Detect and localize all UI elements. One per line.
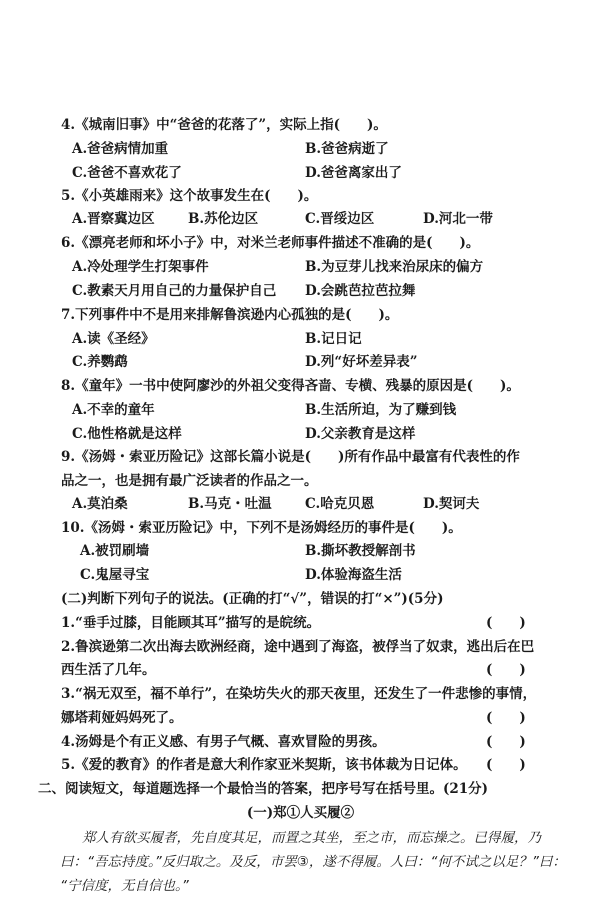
option-c: C.他性格就是这样 <box>72 426 182 442</box>
judge-statement: 3.“祸无双至，福不单行”，在染坊失火的那天夜里，还发生了一件悲惨的事情， <box>61 686 537 702</box>
question-stem: 5.《小英雄雨来》这个故事发生在( )。 <box>61 188 318 204</box>
question-stem: 4.《城南旧事》中“爸爸的花落了”，实际上指( )。 <box>61 117 387 133</box>
judge-statement: 1.“垂手过膝，目能顾其耳”描写的是皖统。 <box>61 615 321 631</box>
answer-parentheses: ( ) <box>486 615 526 631</box>
question-stem-line2: 品之一，也是拥有最广泛读者的作品之一。 <box>61 473 318 489</box>
option-c: C.养鹦鹉 <box>72 354 128 370</box>
judge-statement-cont: 娜塔莉娅妈妈死了。 <box>61 710 183 726</box>
option-a: A.读《圣经》 <box>72 331 155 347</box>
judge-statement: 2.鲁滨逊第二次出海去欧洲经商，途中遇到了海盗，被俘当了奴隶，逃出后在巴 <box>61 639 535 655</box>
option-c: C.鬼屋寻宝 <box>80 567 150 583</box>
option-a: A.爸爸病情加重 <box>72 141 169 157</box>
option-b: B.苏伦边区 <box>188 211 259 227</box>
question-stem: 6.《漂亮老师和坏小子》中，对米兰老师事件描述不准确的是( )。 <box>61 235 480 251</box>
option-b: B.生活所迫，为了赚到钱 <box>305 402 457 418</box>
judge-statement: 5.《爱的教育》的作者是意大利作家亚米契斯，该书体裁为日记体。 <box>61 757 467 773</box>
option-d: D.爸爸离家出了 <box>305 165 402 181</box>
judge-statement: 4.汤姆是个有正义感、有男子气概、喜欢冒险的男孩。 <box>61 734 386 750</box>
question-stem: 8.《童年》一书中使阿廖沙的外祖父变得吝啬、专横、残暴的原因是( )。 <box>61 378 520 394</box>
option-b: B.爸爸病逝了 <box>305 141 389 157</box>
option-d: D.契诃夫 <box>423 496 480 512</box>
option-d: D.列“好坏差异表” <box>305 354 418 370</box>
option-a: A.莫泊桑 <box>72 496 128 512</box>
judge-statement-cont: 西生活了几年。 <box>61 662 156 678</box>
option-b: B.马克・吐温 <box>188 496 272 512</box>
question-stem: 10.《汤姆・索亚历险记》中，下列不是汤姆经历的事件是( )。 <box>61 520 462 536</box>
passage-text: “宁信度，无自信也。” <box>60 878 189 894</box>
passage-title: (一)郑①人买履② <box>246 805 355 821</box>
option-a: A.晋察冀边区 <box>72 211 155 227</box>
option-a: A.冷处理学生打架事件 <box>72 259 209 275</box>
option-d: D.父亲教育是这样 <box>305 426 416 442</box>
passage-text: 郑人有欲买履者，先自度其足，而置之其坐，至之市，而忘操之。已得履，乃 <box>82 830 541 846</box>
answer-parentheses: ( ) <box>486 662 526 678</box>
section-heading: 二、阅读短文，每道题选择一个最恰当的答案，把序号写在括号里。(21分) <box>38 781 489 797</box>
option-d: D.会跳芭拉芭拉舞 <box>305 283 416 299</box>
passage-text: 曰：“吾忘持度。”反归取之。及反，市罢③，遂不得履。人曰：“何不试之以足？”曰： <box>60 854 566 870</box>
option-c: C.晋绥边区 <box>305 211 375 227</box>
option-c: C.哈克贝恩 <box>305 496 375 512</box>
answer-parentheses: ( ) <box>486 734 526 750</box>
option-b: B.记日记 <box>305 331 362 347</box>
option-c: C.教素天月用自己的力量保护自己 <box>72 283 277 299</box>
option-a: A.被罚刷墙 <box>80 543 150 559</box>
option-c: C.爸爸不喜欢花了 <box>72 165 182 181</box>
question-stem: 7.下列事件中不是用来排解鲁滨逊内心孤独的是( )。 <box>61 307 399 323</box>
option-d: D.体验海盗生活 <box>305 567 402 583</box>
answer-parentheses: ( ) <box>486 757 526 773</box>
option-d: D.河北一带 <box>423 211 493 227</box>
answer-parentheses: ( ) <box>486 710 526 726</box>
section-heading: (二)判断下列句子的说法。(正确的打“√”，错误的打“×”)(5分) <box>61 591 444 607</box>
option-b: B.撕坏教授解剖书 <box>305 543 416 559</box>
question-stem-line1: 9.《汤姆・索亚历险记》这部长篇小说是( )所有作品中最富有代表性的作 <box>61 449 520 465</box>
option-a: A.不幸的童年 <box>72 402 155 418</box>
option-b: B.为豆芽儿找来治尿床的偏方 <box>305 259 484 275</box>
